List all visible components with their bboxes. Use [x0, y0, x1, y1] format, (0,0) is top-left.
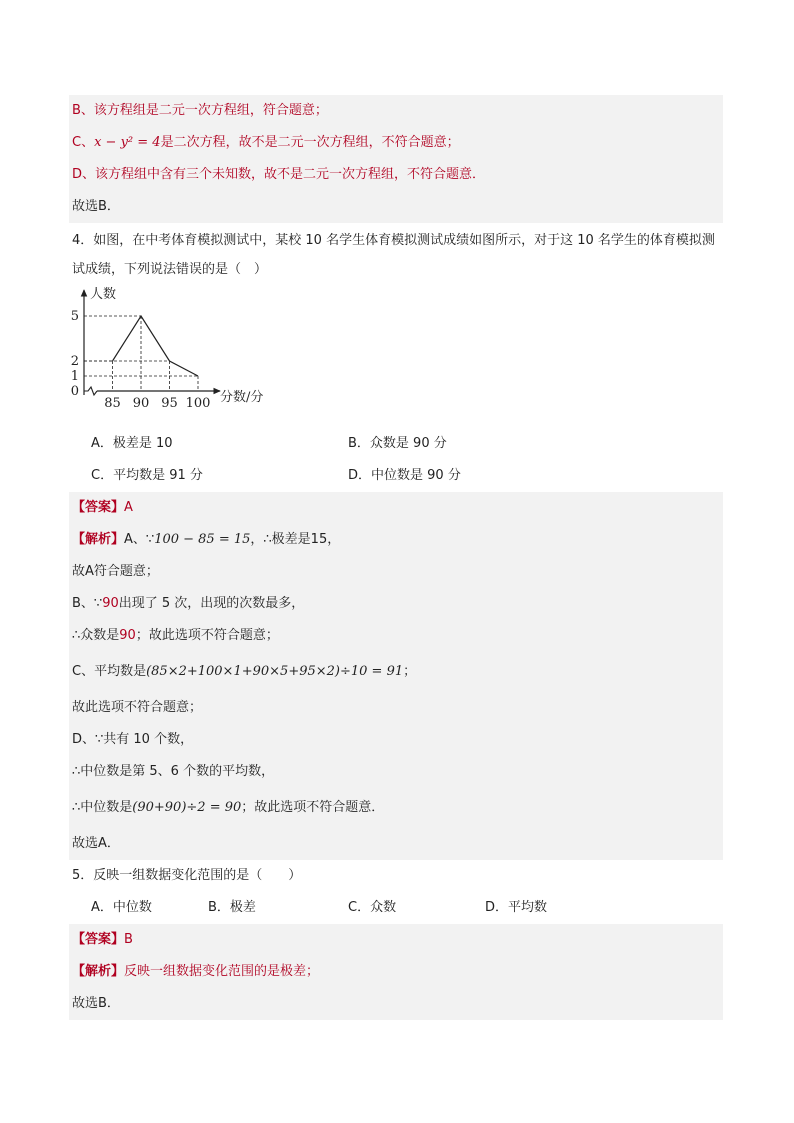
answer-line	[69, 924, 723, 956]
option-a[interactable]: A．中位数	[91, 900, 152, 915]
option-c[interactable]: C．众数	[348, 900, 397, 915]
y-tick-label: 1	[70, 369, 79, 384]
y-tick-label: 0	[70, 384, 79, 399]
analysis-line-4: ∴众数是90；故此选项不符合题意；	[72, 628, 279, 643]
analysis-line-9: ∴中位数是(90+90)÷2 = 90；故此选项不符合题意．	[72, 800, 385, 815]
x-tick-label: 90	[132, 396, 150, 411]
axis-break	[84, 387, 97, 395]
y-tick-label: 2	[70, 354, 79, 369]
prev-analysis-block	[69, 95, 723, 223]
x-tick-label: 100	[185, 396, 211, 411]
prev-conclusion: 故选B．	[72, 199, 120, 214]
y-tick-label: 5	[70, 309, 79, 324]
score-chart	[69, 284, 723, 426]
analysis-line-2: 故A符合题意；	[72, 564, 159, 579]
question-4-stem: 4．如图，在中考体育模拟测试中，某校 10 名学生体育模拟测试成绩如图所示，对于这 10 名学生的体育模拟测试成绩，下列说法错误的是（ ）	[72, 233, 715, 277]
option-d[interactable]: D．中位数是 90 分	[348, 468, 461, 483]
x-axis-label: 分数/分	[220, 390, 264, 405]
analysis-tag: 【解析】	[72, 532, 125, 547]
prev-option-c: C、x − y² = 4是二次方程，故不是二元一次方程组，不符合题意；	[72, 135, 460, 150]
prev-option-b: B、该方程组是二元一次方程组，符合题意；	[72, 103, 328, 118]
equation: 100 − 85 = 15	[154, 532, 251, 547]
y-axis-label: 人数	[90, 287, 117, 302]
analysis-line-5: C、平均数是(85×2+100×1+90×5+95×2)÷10 = 91；	[72, 664, 417, 679]
answer-line	[69, 492, 723, 524]
option-b[interactable]: B．极差	[208, 900, 256, 915]
x-tick-label: 95	[161, 396, 178, 411]
answer-value: B	[124, 932, 133, 947]
analysis-line-8: ∴中位数是第 5、6 个数的平均数，	[72, 764, 275, 779]
option-d[interactable]: D．平均数	[485, 900, 548, 915]
question-4-solution	[69, 492, 723, 860]
question-5-solution	[69, 924, 723, 1020]
analysis-line-7: D、∵共有 10 个数，	[72, 732, 194, 747]
option-c[interactable]: C．平均数是 91 分	[91, 468, 203, 483]
prev-option-d: D、该方程组中含有三个未知数，故不是二元一次方程组，不符合题意．	[72, 167, 486, 182]
answer-tag: 【答案】	[72, 932, 125, 947]
equation: (85×2+100×1+90×5+95×2)÷10 = 91	[146, 664, 404, 679]
equation: (90+90)÷2 = 90	[132, 800, 242, 815]
option-a[interactable]: A．极差是 10	[91, 436, 173, 451]
question-4-options-row-2	[69, 460, 723, 492]
analysis-line-6: 故此选项不符合题意；	[72, 700, 203, 715]
analysis-line-1: 【解析】A、∵100 − 85 = 15，∴极差是15，	[72, 532, 341, 547]
analysis-line-1: 【解析】反映一组数据变化范围的是极差；	[72, 964, 320, 979]
question-5-options	[69, 892, 723, 924]
question-5-stem: 5．反映一组数据变化范围的是（ ）	[72, 868, 302, 883]
equation: x − y² = 4	[94, 135, 161, 150]
analysis-tag: 【解析】	[72, 964, 125, 979]
analysis-line-3: B、∵90出现了 5 次，出现的次数最多，	[72, 596, 305, 611]
answer-value: A	[124, 500, 133, 515]
x-tick-label: 85	[104, 396, 121, 411]
conclusion-line: 故选B．	[72, 996, 120, 1011]
page-content	[69, 95, 723, 1020]
series-line	[113, 316, 199, 376]
answer-tag: 【答案】	[72, 500, 125, 515]
question-4-options-row-1	[69, 428, 723, 460]
chart-svg	[69, 284, 329, 426]
option-b[interactable]: B．众数是 90 分	[348, 436, 447, 451]
analysis-line-10: 故选A．	[72, 836, 120, 851]
